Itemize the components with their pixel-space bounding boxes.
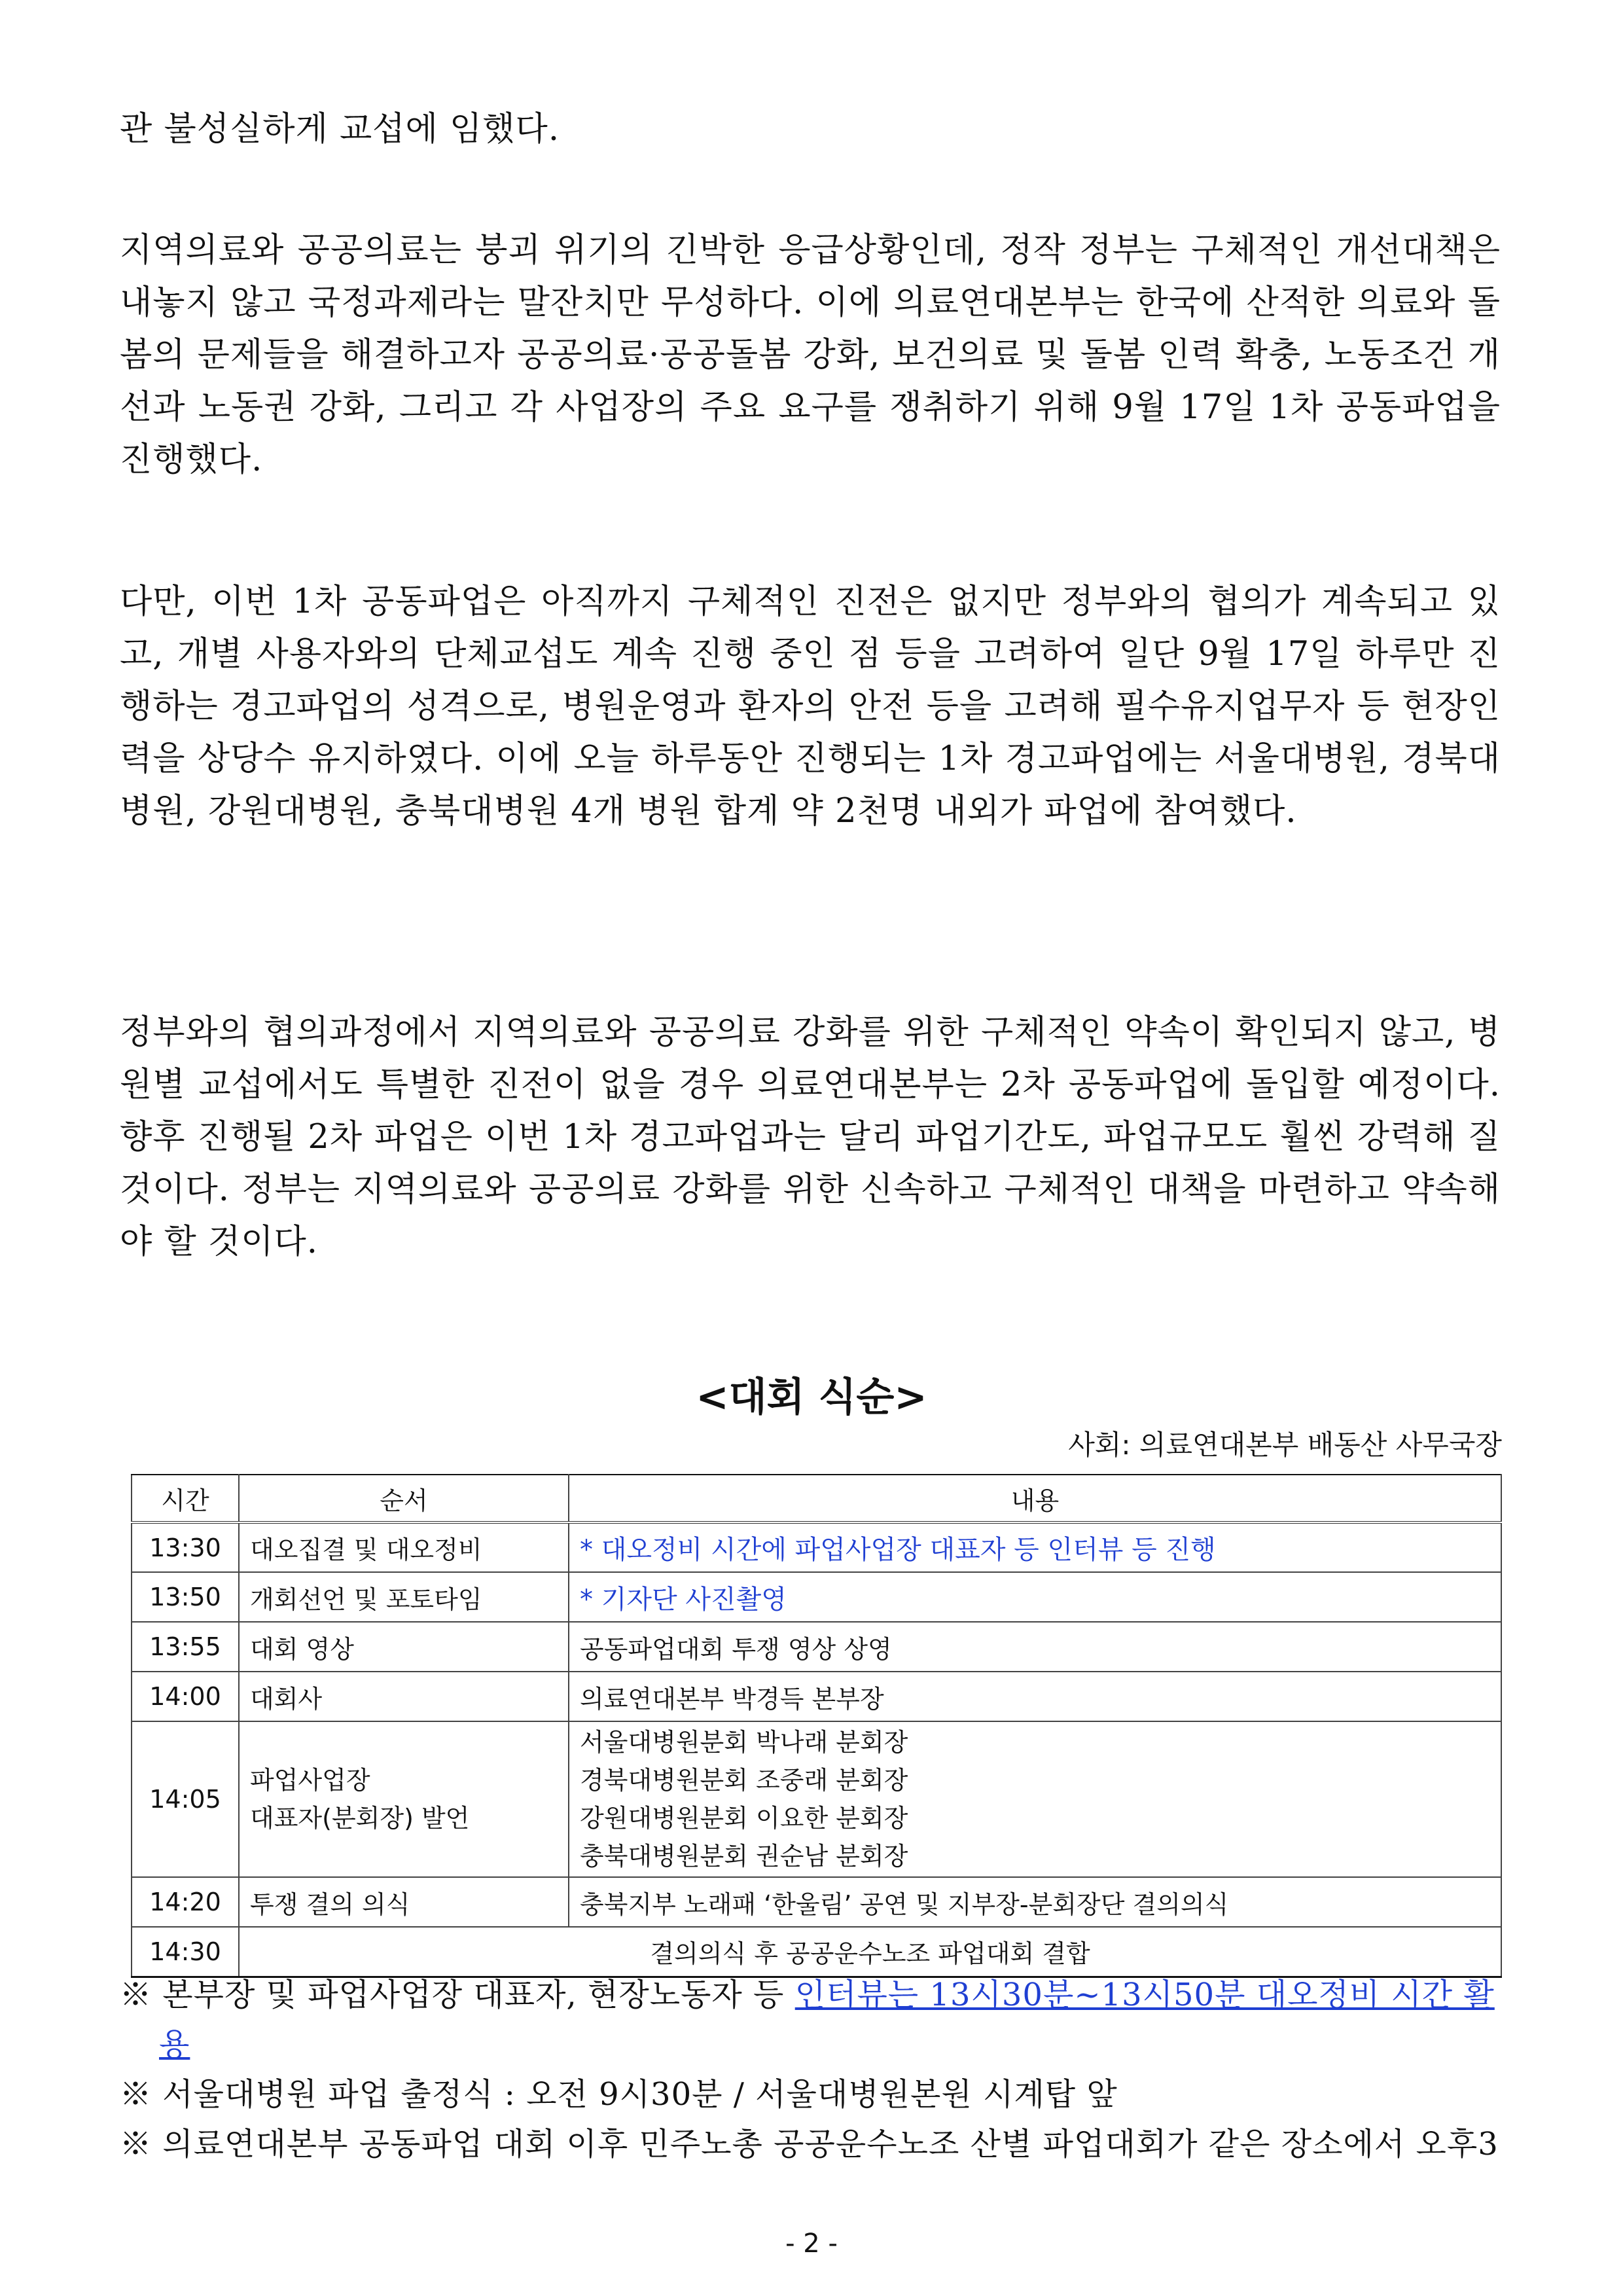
order-line: 대표자(분회장) 발언 xyxy=(250,1804,470,1833)
content-line: 서울대병원분회 박나래 분회장 xyxy=(580,1728,908,1757)
content-line: 경북대병원분회 조중래 분회장 xyxy=(580,1766,908,1795)
row-time: 13:50 xyxy=(132,1572,239,1622)
row-order: 개회선언 및 포토타임 xyxy=(239,1572,569,1622)
paragraph: 관 불성실하게 교섭에 임했다. xyxy=(120,110,560,149)
notes xyxy=(120,1970,1501,2169)
note-union-rally: ※ 의료연대본부 공동파업 대회 이후 민주노총 공공운수노조 산별 파업대회가 같은 장소에서 오후3 xyxy=(120,2126,1499,2162)
order-line: 파업사업장 xyxy=(250,1766,370,1795)
table-row xyxy=(132,1522,1501,1572)
content-line: 충북대병원분회 권순남 분회장 xyxy=(580,1842,908,1871)
row-order: 대오집결 및 대오정비 xyxy=(239,1522,569,1572)
table-row xyxy=(132,1622,1501,1672)
row-time: 14:30 xyxy=(132,1927,239,1977)
table-row xyxy=(132,1877,1501,1927)
header-order: 순서 xyxy=(239,1475,569,1522)
row-time: 13:55 xyxy=(132,1622,239,1672)
table-row xyxy=(132,1672,1501,1721)
program-table xyxy=(131,1474,1502,1978)
paragraph: 다만, 이번 1차 공동파업은 아직까지 구체적인 진전은 없지만 정부와의 협의가 계속되고 있고, 개별 사용자와의 단체교섭도 계속 진행 중인 점 등을 고려하여 일단 9월 17일 하루만 진행하는 경고파업의 성격으로, 병원운영과 환자의 안전 등을 고려해 필수유지업무자 등 현장인력을 상당수 유지하였다. 이에 오늘 하루동안 진행되는 1차 경고파업에는 서울대병원, 경북대병원, 강원대병원, 충북대병원 4개 병원 합계 약 2천명 내외가 파업에 참여했다. xyxy=(120,583,1501,831)
content-line: 강원대병원분회 이요한 분회장 xyxy=(580,1804,908,1833)
paragraph: 지역의료와 공공의료는 붕괴 위기의 긴박한 응급상황인데, 정작 정부는 구체적인 개선대책은 내놓지 않고 국정과제라는 말잔치만 무성하다. 이에 의료연대본부는 한국에 산적한 의료와 돌봄의 문제들을 해결하고자 공공의료·공공돌봄 강화, 보건의료 및 돌봄 인력 확충, 노동조건 개선과 노동권 강화, 그리고 각 사업장의 주요 요구를 쟁취하기 위해 9월 17일 1차 공동파업을 진행했다. xyxy=(120,231,1501,479)
row-content: * 대오정비 시간에 파업사업장 대표자 등 인터뷰 등 진행 xyxy=(569,1522,1501,1572)
note-interview xyxy=(120,1970,1501,2070)
row-time: 14:05 xyxy=(132,1721,239,1877)
row-content xyxy=(569,1721,1501,1877)
table-row xyxy=(132,1572,1501,1622)
row-order: 투쟁 결의 의식 xyxy=(239,1877,569,1927)
table-row xyxy=(132,1721,1501,1877)
note-departure: ※ 서울대병원 파업 출정식 : 오전 9시30분 / 서울대병원본원 시계탑 앞 xyxy=(120,2076,1118,2113)
row-order: 대회 영상 xyxy=(239,1622,569,1672)
page-number: - 2 - xyxy=(785,2229,838,2259)
interview-time-link[interactable]: 인터뷰는 13시30분~13시50분 대오정비 시간 활용 xyxy=(159,1977,1495,2063)
program-title: <대회 식순> xyxy=(696,1374,927,1420)
row-time: 14:00 xyxy=(132,1672,239,1721)
program-host: 사회: 의료연대본부 배동산 사무국장 xyxy=(1068,1429,1502,1461)
row-content: 결의의식 후 공공운수노조 파업대회 결합 xyxy=(239,1927,1501,1977)
header-time: 시간 xyxy=(132,1475,239,1522)
note-text: ※ 본부장 및 파업사업장 대표자, 현장노동자 등 xyxy=(120,1977,795,2013)
row-content: 충북지부 노래패 ‘한울림’ 공연 및 지부장-분회장단 결의의식 xyxy=(569,1877,1501,1927)
row-content: 의료연대본부 박경득 본부장 xyxy=(569,1672,1501,1721)
row-time: 13:30 xyxy=(132,1522,239,1572)
header-content: 내용 xyxy=(569,1475,1501,1522)
row-content: * 기자단 사진촬영 xyxy=(569,1572,1501,1622)
row-order xyxy=(239,1721,569,1877)
paragraph: 정부와의 협의과정에서 지역의료와 공공의료 강화를 위한 구체적인 약속이 확인되지 않고, 병원별 교섭에서도 특별한 진전이 없을 경우 의료연대본부는 2차 공동파업에 돌입할 예정이다. 향후 진행될 2차 파업은 이번 1차 경고파업과는 달리 파업기간도, 파업규모도 훨씬 강력해 질 것이다. 정부는 지역의료와 공공의료 강화를 위한 신속하고 구체적인 대책을 마련하고 약속해야 할 것이다. xyxy=(120,1013,1501,1261)
table-row xyxy=(132,1927,1501,1977)
row-order: 대회사 xyxy=(239,1672,569,1721)
table-header-row xyxy=(132,1475,1501,1522)
row-time: 14:20 xyxy=(132,1877,239,1927)
row-content: 공동파업대회 투쟁 영상 상영 xyxy=(569,1622,1501,1672)
